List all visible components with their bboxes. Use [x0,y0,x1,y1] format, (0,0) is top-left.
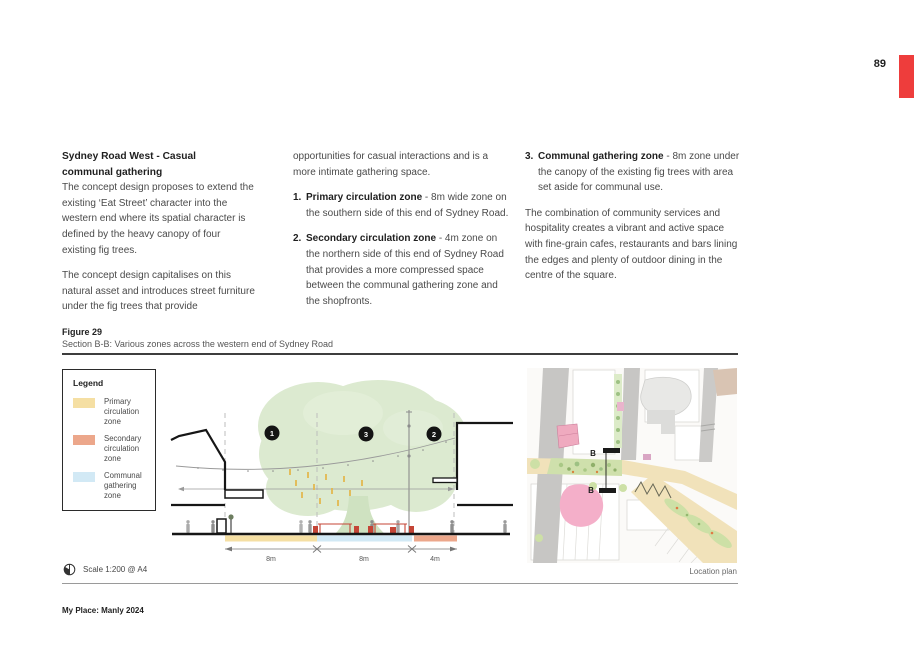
list-number: 3. [525,151,534,162]
list-number: 2. [293,233,302,245]
small-tree [228,514,233,533]
paragraph: The concept design capitalises on this natural asset and introduces street furniture under the fig trees that provide [62,270,255,313]
legend-box [62,369,156,511]
list-item [525,149,740,196]
dimension-label-3: 4m [430,556,440,563]
legend-swatch-communal [73,472,95,482]
list-number: 1. [293,192,302,204]
legend-label: Primary circulation zone [104,397,140,426]
scale-note-row [63,563,147,576]
list-text: Primary circulation zone - 8m wide zone on the southern side of this end of Sydney Road. [306,192,509,219]
figure-top-rule [62,353,738,355]
zone-marker-2: 2 [431,429,437,439]
dimension-label-1: 8m [266,556,276,563]
figure-label: Figure 29 [62,327,103,337]
legend-item [73,397,155,427]
list-item [293,190,510,221]
legend-swatch-secondary [73,435,95,445]
kiosk-box [217,519,226,533]
left-building-outline [171,430,263,505]
page-number: 89 [873,58,886,70]
paragraph: opportunities for casual interactions and is a more intimate gathering space. [293,151,489,178]
text-column-3 [525,149,740,294]
paragraph: The concept design proposes to extend the existing ‘Eat Street’ character into the western end where its spatial character is defined by the heavy canopy of four existing fig trees. [62,182,254,256]
zone-marker-1: 1 [269,428,275,438]
list-text: Communal gathering zone - 8m zone under the canopy of the existing fig trees with area set aside for communal use. [538,151,740,194]
list-text: Secondary circulation zone - 4m zone on the northern side of this end of Sydney Road that provides a more compressed space between the communal gathering zone and the shopfronts. [306,233,504,307]
section-heading [62,149,255,180]
paragraph: The combination of community services and hospitality creates a vibrant and active space with fine-grain cafes, restaurants and bars lining the edges and plenty of outdoor dining in the centre of the square. [525,207,738,282]
section-marker-b-top: B [590,449,596,458]
dimension-labels [266,556,440,563]
dimension-line [225,546,457,553]
heading-line-1: Sydney Road West - Casual [62,151,196,162]
legend-item [73,471,155,501]
section-drawing [168,368,513,573]
legend-label: Communal gathering zone [104,471,142,500]
location-map [527,368,737,563]
text-column-2 [293,149,510,319]
zone-marker-3: 3 [363,429,369,439]
location-plan-label: Location plan [689,567,737,576]
figure-bottom-rule [62,583,738,584]
map-fig-tree-green [547,458,622,476]
text-column-1 [62,149,255,325]
scale-note: Scale 1:200 @ A4 [83,565,148,574]
section-marker-b-bottom: B [588,486,594,495]
legend-title: Legend [73,378,104,388]
legend-item [73,434,155,464]
figure-caption-block [62,327,333,349]
page-edge-tab [899,55,914,98]
legend-swatch-primary [73,398,95,408]
figure-caption: Section B-B: Various zones across the western end of Sydney Road [62,339,333,349]
footer-text: My Place: Manly 2024 [62,606,144,615]
map-corner-building [713,368,737,396]
zone-bands [225,536,457,542]
dimension-label-2: 8m [359,556,369,563]
list-item [293,231,510,309]
heading-line-2: communal gathering [62,166,163,178]
legend-label: Secondary circulation zone [104,434,142,463]
scale-icon [63,563,76,576]
